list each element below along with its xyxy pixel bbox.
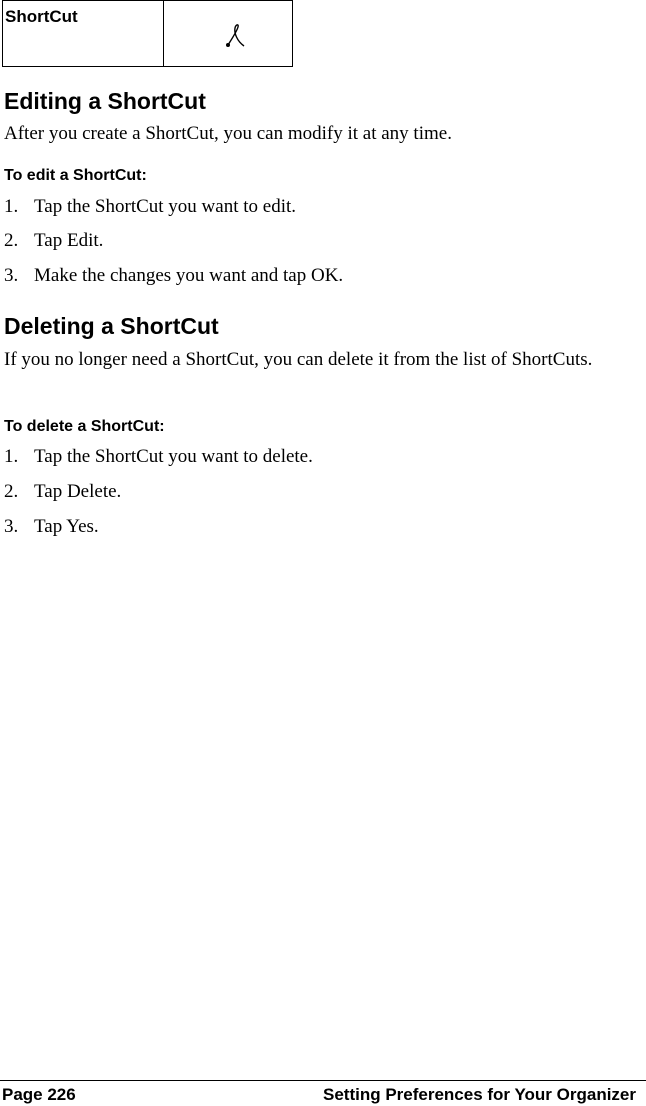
shortcut-label: ShortCut <box>3 1 164 66</box>
step-number: 2. <box>4 230 19 251</box>
editing-heading: Editing a ShortCut <box>4 88 206 114</box>
chapter-title: Setting Preferences for Your Organizer <box>322 1085 636 1104</box>
delete-procedure-title: To delete a ShortCut: <box>4 418 165 435</box>
step-number: 1. <box>4 446 19 467</box>
deleting-intro: If you no longer need a ShortCut, you can delete it from the list of ShortCuts. <box>4 349 593 370</box>
deleting-heading: Deleting a ShortCut <box>4 313 219 339</box>
step-text: Tap the ShortCut you want to edit. <box>34 196 297 217</box>
footer-divider <box>0 1080 646 1081</box>
step-text: Make the changes you want and tap OK. <box>34 265 344 286</box>
shortcut-stroke-icon <box>225 23 247 49</box>
edit-procedure-title: To edit a ShortCut: <box>4 167 147 184</box>
delete-step <box>4 445 313 469</box>
delete-step <box>4 515 99 539</box>
shortcut-icon-cell <box>164 1 292 66</box>
step-text: Tap Yes. <box>34 516 99 537</box>
step-number: 1. <box>4 196 19 217</box>
edit-step <box>4 264 343 288</box>
page-number: Page 226 <box>2 1085 76 1104</box>
step-number: 3. <box>4 265 19 286</box>
step-number: 3. <box>4 516 19 537</box>
edit-step <box>4 229 103 253</box>
shortcut-table <box>2 0 293 67</box>
step-text: Tap the ShortCut you want to delete. <box>34 446 313 467</box>
step-text: Tap Delete. <box>34 481 122 502</box>
edit-step <box>4 195 296 219</box>
step-text: Tap Edit. <box>34 230 104 251</box>
step-number: 2. <box>4 481 19 502</box>
editing-intro: After you create a ShortCut, you can modify it at any time. <box>4 123 452 144</box>
delete-step <box>4 480 121 504</box>
